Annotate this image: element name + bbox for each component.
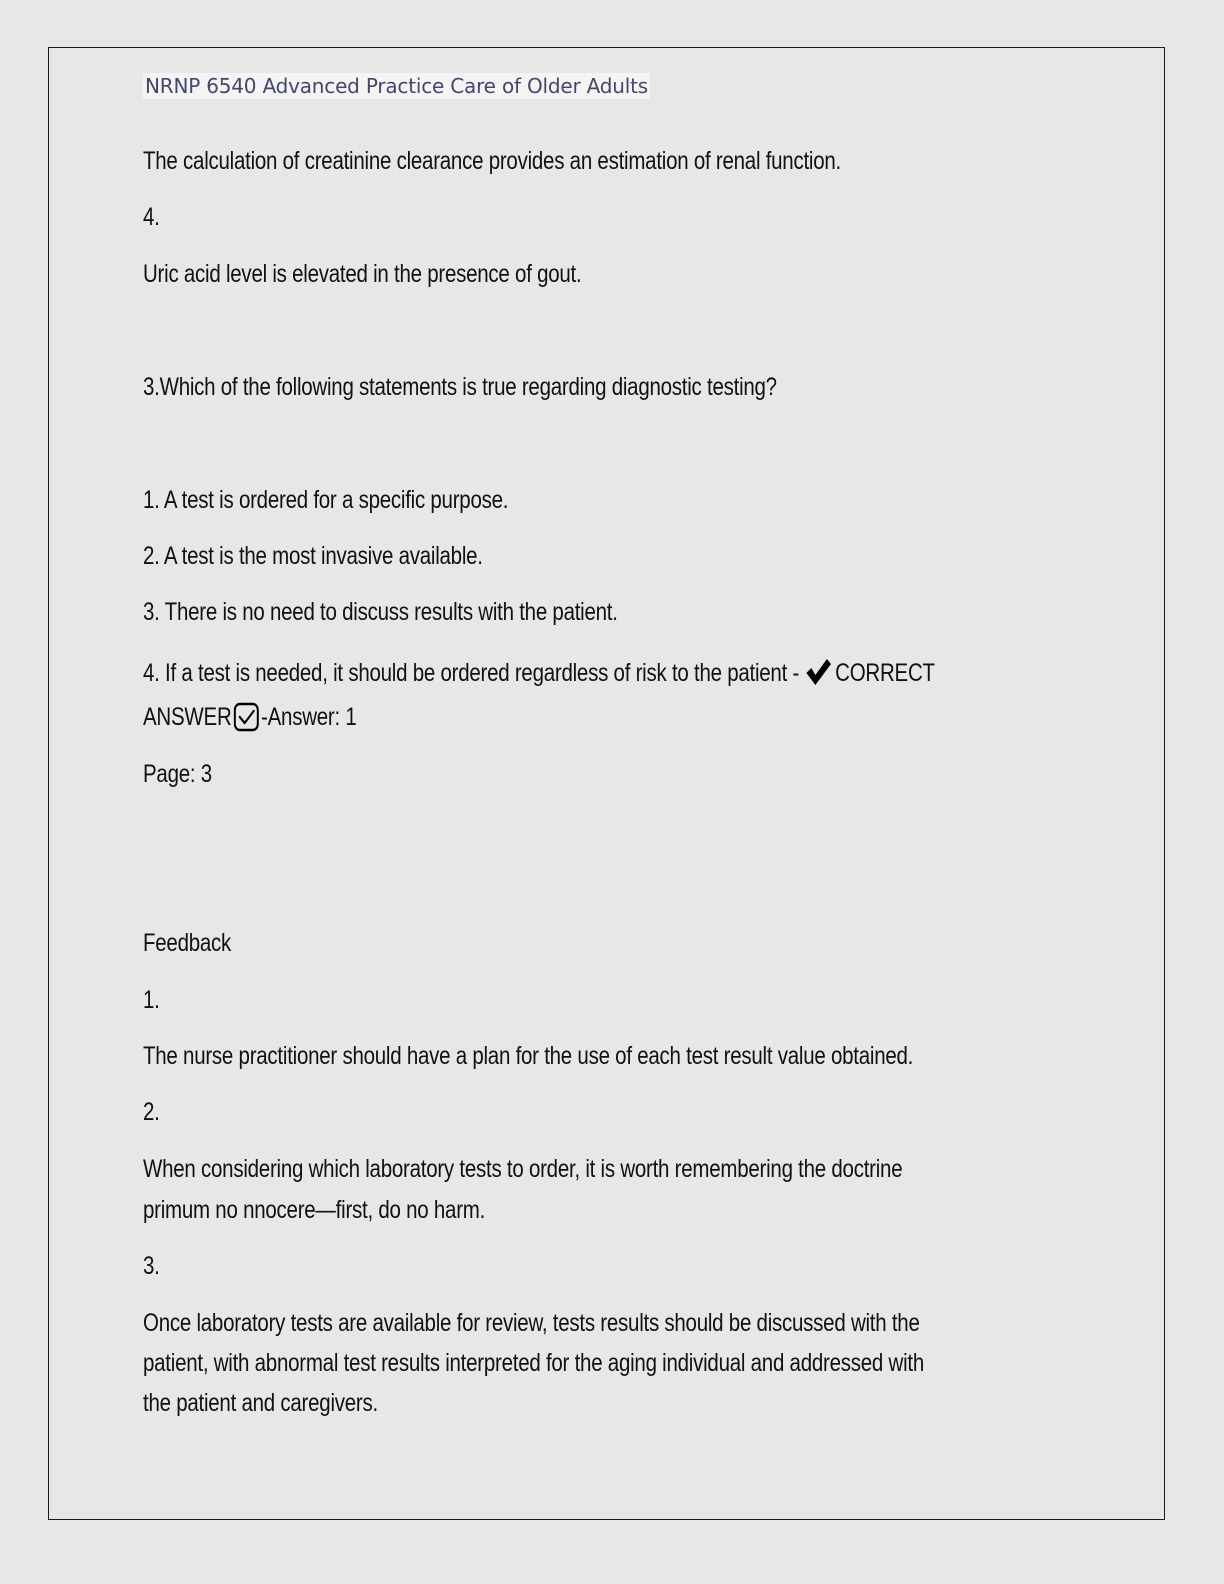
option-2: [143, 542, 557, 571]
prev-feedback-text-1: The calculation of creatinine clearance provides an estimation of renal function.: [143, 147, 841, 175]
prev-feedback-number-4: [143, 203, 163, 232]
feedback-text-2-line-1: When considering which laboratory tests to order, it is worth remembering the doctrine: [143, 1155, 903, 1183]
feedback-text-3b: [143, 1349, 1095, 1378]
feedback-heading: [143, 929, 250, 958]
feedback-number-3: [143, 1252, 163, 1281]
feedback-num-2: 2.: [143, 1098, 160, 1126]
feedback-text-3c: [143, 1389, 430, 1418]
feedback-text-3-line-3: the patient and caregivers.: [143, 1389, 378, 1417]
prev-feedback-line-1: [143, 147, 994, 176]
option-1-text: 1. A test is ordered for a specific purpose.: [143, 486, 509, 514]
prev-feedback-num: 4.: [143, 203, 160, 231]
feedback-text-3-line-2: patient, with abnormal test results interpreted for the aging individual and addressed with: [143, 1349, 924, 1377]
feedback-text-1: [143, 1042, 1082, 1071]
question-stem: [143, 373, 916, 402]
feedback-text-3-line-1: Once laboratory tests are available for review, tests results should be discussed with the: [143, 1309, 920, 1337]
feedback-num-3: 3.: [143, 1252, 160, 1280]
feedback-text-2b: [143, 1196, 560, 1225]
feedback-text-2-line-2: primum no nnocere—first, do no harm.: [143, 1196, 486, 1224]
feedback-number-2: [143, 1098, 163, 1127]
feedback-heading-text: Feedback: [143, 929, 232, 957]
course-title: NRNP 6540 Advanced Practice Care of Older Adults: [145, 74, 648, 98]
checkmark-icon: [804, 657, 832, 687]
feedback-text-2a: [143, 1155, 1069, 1184]
option-4: [143, 657, 1109, 688]
option-1: [143, 486, 588, 515]
feedback-text-1-line-1: The nurse practitioner should have a plan for the use of each test result value obtained.: [143, 1042, 914, 1070]
page-number: [143, 760, 227, 789]
answer-label: ANSWER: [143, 703, 232, 731]
prev-feedback-line-4: [143, 260, 678, 289]
page-number-text: Page: 3: [143, 760, 212, 788]
option-3: [143, 598, 722, 627]
feedback-num-1: 1.: [143, 986, 160, 1014]
option-3-text: 3. There is no need to discuss results with the patient.: [143, 598, 618, 626]
question-stem-text: 3.Which of the following statements is true regarding diagnostic testing?: [143, 373, 777, 401]
prev-feedback-text-4: Uric acid level is elevated in the presence of gout.: [143, 260, 582, 288]
option-4-text: 4. If a test is needed, it should be ordered regardless of risk to the patient -: [143, 659, 800, 687]
option-2-text: 2. A test is the most invasive available.: [143, 542, 483, 570]
feedback-text-3a: [143, 1309, 1090, 1338]
answer-value: -Answer: 1: [261, 703, 357, 731]
answer-line: [143, 702, 403, 732]
checkbox-checked-icon: [233, 702, 259, 732]
feedback-number-1: [143, 986, 163, 1015]
correct-label: CORRECT: [835, 659, 935, 687]
